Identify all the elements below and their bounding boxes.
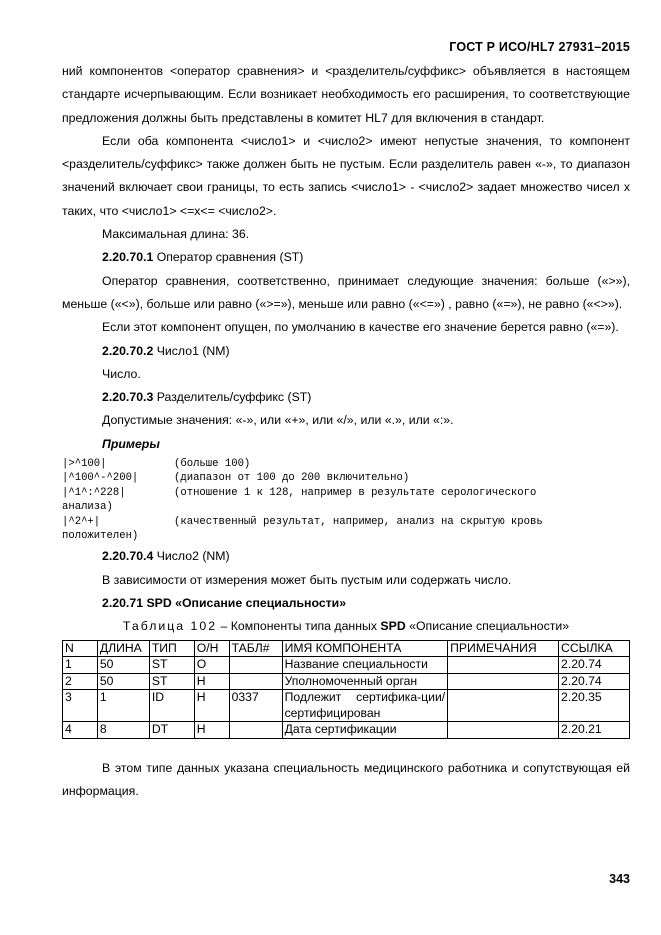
example-continuation: анализа): [62, 501, 113, 514]
section-heading: [62, 545, 630, 568]
paragraph: В зависимости от измерения может быть пустым или содержать число.: [102, 572, 512, 587]
cell-n: 4: [63, 722, 98, 739]
cell-table: [229, 657, 282, 674]
paragraph: Оператор сравнения, соответственно, принимает следующие значения: больше («>»), меньше («<»), больше или равно («>=»), меньше или равно («<=») , равно («=»), не равно («<>»).: [62, 273, 630, 311]
cell-note: [448, 722, 559, 739]
example-code: |>^100|: [62, 458, 107, 471]
cell-type: DT: [149, 722, 194, 739]
column-header: О/Н: [194, 640, 229, 657]
section-heading: [62, 340, 630, 363]
section-title: Число1 (NM): [153, 343, 230, 358]
cell-table: [229, 673, 282, 690]
section-title: Разделитель/суффикс (ST): [153, 390, 312, 405]
cell-ref: 2.20.74: [559, 673, 630, 690]
section-number: 2.20.70.2: [102, 343, 154, 358]
cell-on: О: [194, 657, 229, 674]
paragraph: Если этот компонент опущен, по умолчанию в качестве его значение берется равно («=»).: [102, 320, 619, 335]
example-description: (качественный результат, например, анализ на скрытую кровь: [174, 515, 543, 528]
examples-title: Примеры: [102, 436, 160, 451]
cell-note: [448, 657, 559, 674]
cell-type: ST: [149, 673, 194, 690]
cell-length: 1: [97, 690, 149, 722]
cell-n: 2: [63, 673, 98, 690]
section-heading: [62, 386, 630, 409]
column-header: ИМЯ КОМПОНЕНТА: [282, 640, 448, 657]
cell-on: Н: [194, 722, 229, 739]
cell-type: ST: [149, 657, 194, 674]
cell-ref: 2.20.35: [559, 690, 630, 722]
paragraph: Число.: [102, 366, 141, 381]
table-row: [63, 690, 630, 722]
section-number: 2.20.70.4: [102, 549, 154, 564]
section-number: 2.20.70.3: [102, 390, 154, 405]
section-heading: [62, 246, 630, 269]
example-description: (отношение 1 к 128, например в результате серологического: [174, 486, 537, 499]
table-caption-label: Таблица 102: [122, 619, 218, 634]
table-row: [63, 673, 630, 690]
cell-ref: 2.20.21: [559, 722, 630, 739]
paragraph: В этом типе данных указана специальность медицинского работника и сопутствующая ей информация.: [62, 760, 630, 798]
cell-name: Уполномоченный орган: [282, 673, 448, 690]
table-caption-type: SPD: [380, 619, 406, 634]
cell-table: [229, 722, 282, 739]
column-header: ТАБЛ#: [229, 640, 282, 657]
cell-length: 50: [97, 673, 149, 690]
example-code: |^1^:^228|: [62, 486, 126, 499]
example-item: [62, 486, 630, 515]
cell-on: Н: [194, 690, 229, 722]
cell-n: 1: [63, 657, 98, 674]
cell-ref: 2.20.74: [559, 657, 630, 674]
cell-length: 8: [97, 722, 149, 739]
column-header: ПРИМЕЧАНИЯ: [448, 640, 559, 657]
paragraph: ний компонентов <оператор сравнения> и <разделитель/суффикс> объявляется в настоящем стандарте исчерпывающим. Если возникает необходимость его расширения, то соответствующие предложения должны быть представлены в комитет HL7 для включения в стандарт.: [62, 64, 630, 125]
example-item: [62, 457, 630, 471]
cell-note: [448, 690, 559, 722]
section-number: 2.20.70.1: [102, 250, 154, 265]
cell-name: Название специальности: [282, 657, 448, 674]
column-header: ССЫЛКА: [559, 640, 630, 657]
table-caption: [62, 615, 630, 638]
column-header: N: [63, 640, 98, 657]
cell-name: Подлежит сертифика-ции/сертифицирован: [282, 690, 448, 722]
example-description: (диапазон от 100 до 200 включительно): [174, 472, 410, 485]
example-continuation: положителен): [62, 530, 139, 543]
paragraph: Если оба компонента <число1> и <число2> имеют непустые значения, то компонент <разделитель/суффикс> также должен быть не пустым. Если разделитель равен «-», то диапазон значений включает свои границы, то есть запись <число1> - <число2> задает множество чисел x таких, что <число1> <=x<= <число2>.: [62, 133, 630, 218]
column-header: ТИП: [149, 640, 194, 657]
table-header-row: [63, 640, 630, 657]
table-row: [63, 657, 630, 674]
examples-block: [62, 457, 630, 543]
section-title: Оператор сравнения (ST): [153, 250, 304, 265]
cell-table: 0337: [229, 690, 282, 722]
example-code: |^2^+|: [62, 515, 101, 528]
example-description: (больше 100): [174, 458, 251, 471]
cell-name: Дата сертификации: [282, 722, 448, 739]
example-code: |^100^-^200|: [62, 472, 139, 485]
cell-length: 50: [97, 657, 149, 674]
paragraph: Допустимые значения: «-», или «+», или «/», или «.», или «:».: [102, 413, 454, 428]
column-header: ДЛИНА: [97, 640, 149, 657]
cell-n: 3: [63, 690, 98, 722]
cell-note: [448, 673, 559, 690]
example-item: [62, 471, 630, 485]
section-heading: 2.20.71 SPD «Описание специальности»: [102, 596, 347, 611]
body-text: [62, 60, 630, 803]
cell-on: Н: [194, 673, 229, 690]
page-number: 343: [609, 872, 630, 886]
table-row: [63, 722, 630, 739]
cell-type: ID: [149, 690, 194, 722]
section-title: Число2 (NM): [153, 549, 230, 564]
document-header: ГОСТ Р ИСО/HL7 27931–2015: [449, 40, 630, 54]
example-item: [62, 515, 630, 544]
paragraph: Максимальная длина: 36.: [102, 227, 250, 242]
table-caption-suffix: «Описание специальности»: [405, 619, 570, 634]
table-caption-dash: – Компоненты типа данных: [217, 619, 381, 634]
components-table: [62, 640, 630, 739]
